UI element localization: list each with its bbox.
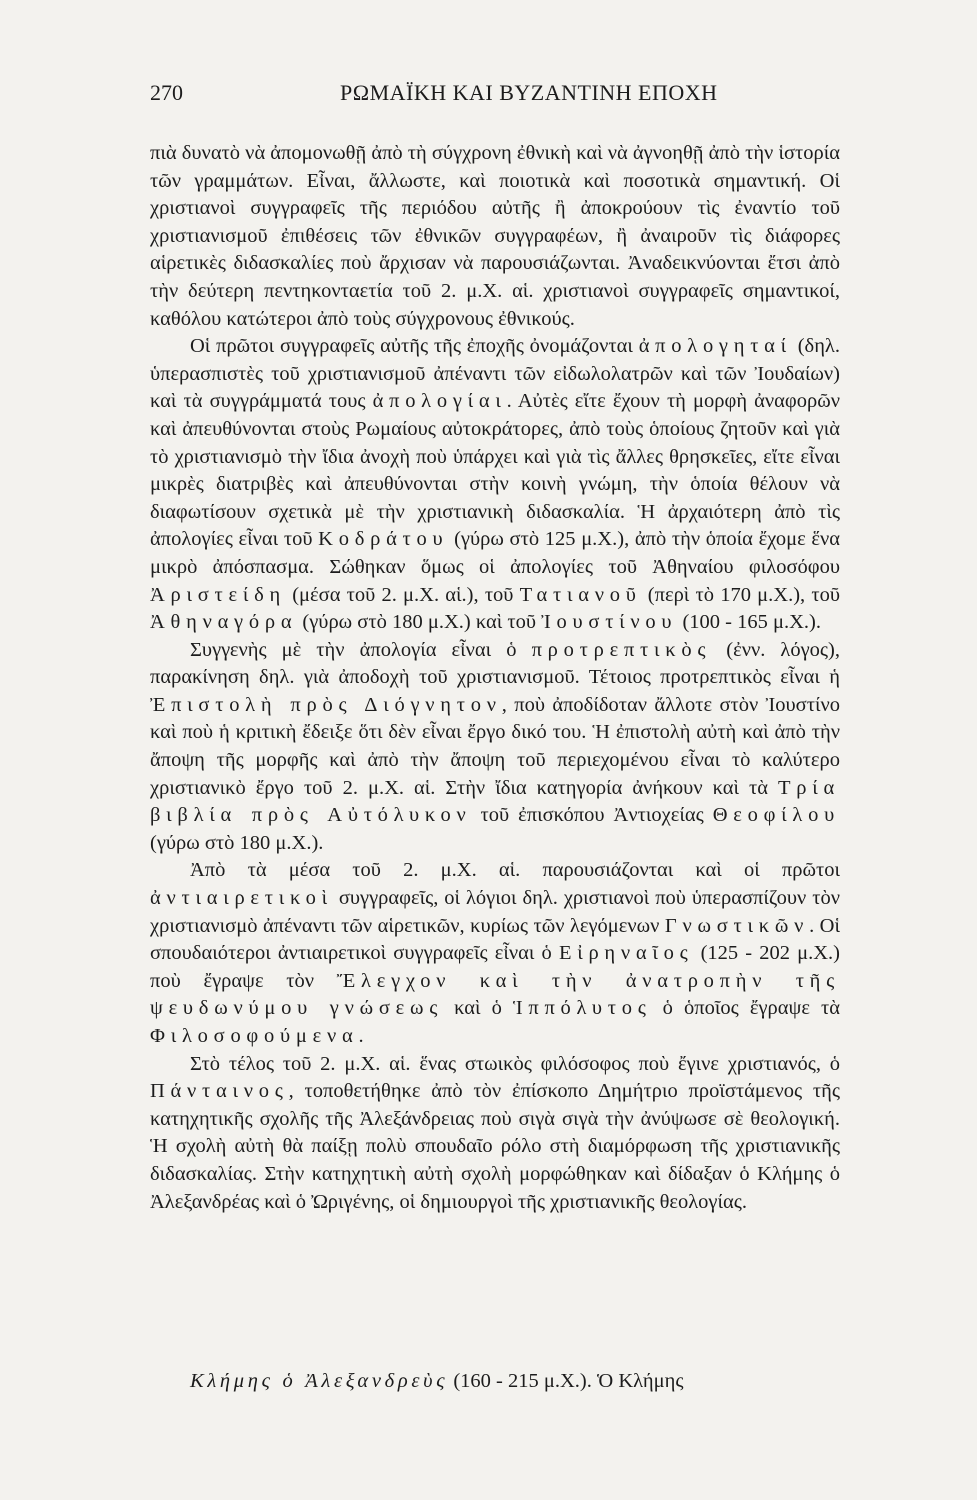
text-run: Στὸ τέλος τοῦ 2. μ.Χ. αἱ. ἕνας στωικὸς φιλόσοφος ποὺ ἔγινε χριστιανός, ὁ: [190, 1052, 840, 1075]
page-number: 270: [150, 80, 183, 105]
main-text: [150, 140, 840, 1216]
text-run: , ποὺ ἀποδίδοταν ἄλλοτε στὸν Ἰουστίνο καὶ ποὺ ἡ κριτικὴ ἔδειξε ὅτι δὲν εἶναι ἔργο δικό του. Ἡ ἐπιστολὴ αὐτὴ καὶ ἀπὸ τὴν ἄποψη τῆς μορφῆς καὶ ἀπὸ τὴν ἄποψη τοῦ περιεχομένου εἶναι τὸ καλύτερο χριστιανικὸ ἔργο τοῦ 2. μ.Χ. αἱ. Στὴν ἴδια κατηγορία ἀνήκουν καὶ τὰ: [150, 693, 840, 799]
spaced-term: ἀπολογηταί: [638, 335, 792, 358]
spaced-name: Θεοφίλου: [712, 804, 840, 827]
spaced-name: Πάνταινος: [150, 1080, 289, 1103]
spaced-name: Ἀριστείδη: [150, 583, 287, 606]
text-run: (100 - 165 μ.Χ.).: [677, 611, 821, 634]
spaced-name: Ἀθηναγόρα: [150, 611, 298, 634]
spaced-name: Ἰουστίνου: [541, 611, 678, 634]
paragraph-3: [150, 637, 840, 858]
text-run: . Οἱ σπουδαιότεροι ἀντιαιρετικοὶ συγγραφεῖς εἶναι ὁ: [150, 914, 840, 965]
section-heading: Κλήμης ὁ Ἀλεξανδρεὺς: [190, 1370, 449, 1392]
spaced-title: Ἐπιστολὴ πρὸς Διόγνητον: [150, 693, 502, 716]
text-run: (160 - 215 μ.Χ.). Ὁ Κλήμης: [448, 1370, 684, 1392]
spaced-name: Κοδράτου: [318, 528, 449, 551]
spaced-name: Ἱππόλυτος: [513, 997, 652, 1020]
text-run: , τοποθετήθηκε ἀπὸ τὸν ἐπίσκοπο Δημήτριο προϊστάμενος τῆς κατηχητικῆς σχολῆς τῆς Ἀλεξάνδρειας ποὺ σιγὰ σιγὰ τὴν ἀνύψωσε σὲ θεολογική. Ἡ σχολὴ αὐτὴ θὰ παίξῃ πολὺ σπουδαῖο ρόλο στὴ διαμόρφωση τῆς χριστιανικῆς διδασκαλίας. Στὴν κατηχητικὴ αὐτὴ σχολὴ μορφώθηκαν καὶ δίδαξαν ὁ Κλήμης ὁ Ἀλεξανδρέας καὶ ὁ Ὠριγένης, οἱ δημιουργοὶ τῆς χριστιανικῆς θεολογίας.: [150, 1080, 840, 1213]
spaced-name: Εἰρηναῖος: [558, 942, 694, 965]
spaced-title: Τρία βιβλία πρὸς Αὐτόλυκον: [150, 776, 840, 827]
text-run: (περὶ τὸ 170 μ.Χ.), τοῦ: [641, 583, 840, 606]
spaced-name: Τατιανοῦ: [519, 583, 642, 606]
text-run: τοῦ ἐπισκόπου Ἀντιοχείας: [471, 804, 713, 827]
text-run: Ἀπὸ τὰ μέσα τοῦ 2. μ.Χ. αἱ. παρουσιάζονται καὶ οἱ πρῶτοι: [190, 859, 840, 882]
spaced-term: ἀπολογίαι: [372, 390, 507, 413]
text-run: πιὰ δυνατὸ νὰ ἀπομονωθῇ ἀπὸ τὴ σύγχρονη ἐθνικὴ καὶ νὰ ἀγνοηθῇ ἀπὸ τὴν ἱστορία τῶν γραμμάτων. Εἶναι, ἄλλωστε, καὶ ποιοτικὰ καὶ ποσοτικὰ σημαντική. Οἱ χριστιανοὶ συγγραφεῖς τῆς περιόδου αὐτῆς ἢ ἀποκρούουν τὶς ἐναντίο τοῦ χριστιανισμοῦ ἐπιθέσεις τῶν ἐθνικῶν συγγραφέων, ἢ ἀναιροῦν τὶς διάφορες αἱρετικὲς διδασκαλίες ποὺ ἄρχισαν νὰ παρουσιάζωνται. Ἀναδεικνύονται ἔτσι ἀπὸ τὴν δεύτερη πεντηκονταετία τοῦ 2. μ.Χ. αἱ. χριστιανοὶ συγγραφεῖς σημαντικοί, καθόλου κατώτεροι ἀπὸ τοὺς σύγχρονους ἐθνικούς.: [150, 142, 840, 330]
text-run: (γύρω στὸ 180 μ.Χ.).: [150, 831, 324, 854]
section-heading-line: [150, 1370, 840, 1393]
paragraph-5: [150, 1051, 840, 1217]
text-run: . Αὐτὲς εἴτε ἔχουν τὴ μορφὴ ἀναφορῶν καὶ ἀπευθύνονται στοὺς Ρωμαίους αὐτοκράτορες, ἀπὸ τοὺς ὁποίους ζητοῦν καὶ γιὰ τὸ χριστιανισμὸ τὴν ἴδια ἀνοχὴ ποὺ ὑπάρχει καὶ γιὰ τὶς ἄλλες θρησκεῖες, εἴτε εἶναι μικρὲς διατριβὲς καὶ ἀπευθύνονται στὴν κοινὴ γνώμη, τὴν ὁποία θέλουν νὰ διαφωτίσουν σχετικὰ μὲ τὴν χριστιανικὴ διδασκαλία. Ἡ ἀρχαιότερη ἀπὸ τὶς ἀπολογίες εἶναι τοῦ: [150, 390, 840, 551]
text-run: .: [358, 1025, 364, 1047]
text-run: (μέσα τοῦ 2. μ.Χ. αἱ.), τοῦ: [286, 583, 520, 606]
text-run: (δηλ. ὑπερασπιστὲς τοῦ χριστιανισμοῦ ἀπέναντι τῶν εἰδωλολατρῶν καὶ τῶν Ἰουδαίων) καὶ τὰ συγγράμματά τους: [150, 335, 840, 413]
text-run: ὁ ὁποῖος ἔγραψε τὰ: [651, 997, 840, 1020]
paragraph-2: [150, 333, 840, 637]
text-run: Συγγενὴς μὲ τὴν ἀπολογία εἶναι ὁ: [190, 638, 532, 661]
text-run: (γύρω στὸ 180 μ.Χ.) καὶ τοῦ: [297, 611, 542, 634]
spaced-term: ἀντιαιρετικοὶ: [150, 887, 333, 910]
text-run: Οἱ πρῶτοι συγγραφεῖς αὐτῆς τῆς ἐποχῆς ὀνομάζονται: [190, 335, 639, 358]
spaced-term: Γνωστικῶν: [664, 914, 810, 937]
text-run: (γύρω στὸ 125 μ.Χ.), ἀπὸ τὴν ὁποία ἔχομε ἕνα μικρὸ ἀπόσπασμα. Σώθηκαν ὅμως οἱ ἀπολογίες τοῦ Ἀθηναίου φιλοσόφου: [150, 528, 840, 578]
text-run: καὶ ὁ: [443, 997, 513, 1020]
text-run: (ἐνν. λόγος), παρακίνηση δηλ. γιὰ ἀποδοχὴ τοῦ χριστιανισμοῦ. Τέτοιος προτρεπτικὸς εἶναι ἡ: [150, 638, 841, 689]
text-run: (125 - 202 μ.Χ.) ποὺ ἔγραψε τὸν: [150, 942, 840, 992]
running-title: ΡΩΜΑΪΚΗ ΚΑΙ ΒΥΖΑΝΤΙΝΗ ΕΠΟΧΗ: [340, 80, 718, 105]
spaced-title: Φιλοσοφούμενα: [150, 1025, 359, 1047]
paragraph-4: [150, 857, 840, 1050]
text-run: συγγραφεῖς, οἱ λόγιοι δηλ. χριστιανοὶ ποὺ ὑπερασπίζουν τὸν χριστιανισμὸ ἀπέναντι τῶν αἱρετικῶν, κυρίως τῶν λεγόμενων: [150, 887, 840, 937]
spaced-term: προτρεπτικὸς: [531, 638, 712, 661]
spaced-title: Ἔλεγχον καὶ τὴν ἀνατροπὴν τῆς ψευδωνύμου γνώσεως: [150, 969, 840, 1020]
paragraph-1: [150, 140, 840, 333]
